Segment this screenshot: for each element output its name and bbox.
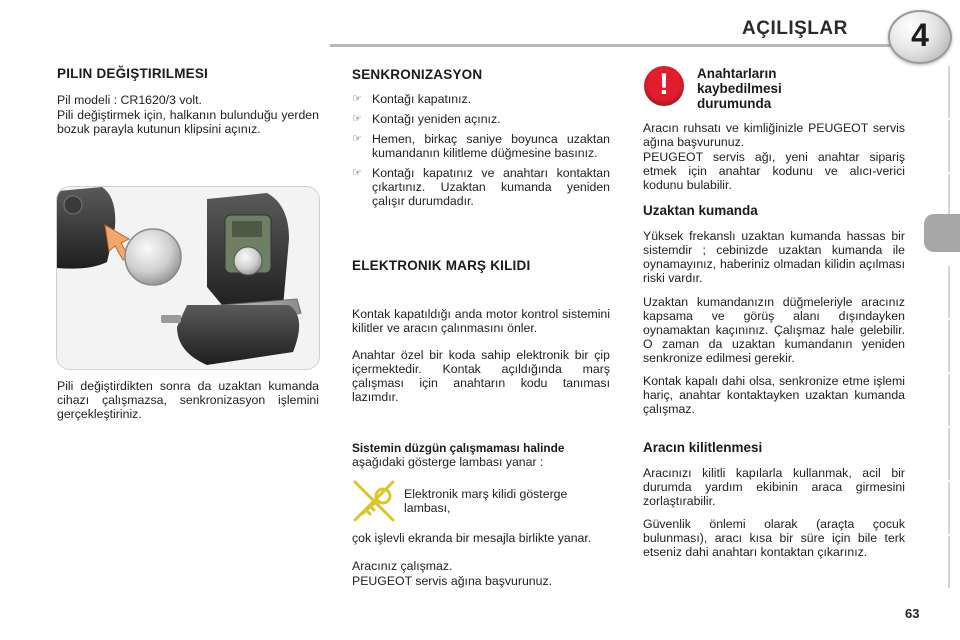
sync-heading: SENKRONIZASYON — [352, 67, 483, 82]
remote-control-heading: Uzaktan kumanda — [643, 203, 758, 218]
chapter-title: AÇILIŞLAR — [742, 18, 848, 39]
immobiliser-text-1: Kontak kapatıldığı anda motor kontrol sistemini kilitler ve aracın çalınmasını önler. — [352, 307, 610, 335]
lost-keys-heading: Anahtarların kaybedilmesi durumunda — [697, 66, 782, 111]
page-header — [0, 0, 960, 62]
chapter-tabs — [928, 66, 952, 606]
chapter-tab[interactable] — [928, 482, 950, 534]
remote-control-text-2: Uzaktan kumandanızın düğmeleriyle aracınız kapsama ve görüş alanı dışındayken oynamaktan kaçınınız. Çalışmaz hale gelebilir. O zaman da uzaktan kumandanın yeniden senkronize edilmesi gerekir. — [643, 295, 905, 365]
sync-step-text: Kontağı kapatınız ve anahtarı kontaktan çıkartınız. Uzaktan kumanda yeniden çalışır durumdadır. — [372, 166, 610, 208]
chapter-tab[interactable] — [928, 320, 950, 372]
malfunction-rest-text: aşağıdaki gösterge lambası yanar : — [352, 455, 544, 469]
remote-control-text-1: Yüksek frekanslı uzaktan kumanda hassas bir sistemdir ; cebinizde uzaktan kumanda ile oynamayınız, haberiniz olmadan kilidin açılması riski vardır. — [643, 229, 905, 285]
battery-change-text: Pili değiştirmek için, halkanın bulunduğu yerden bozuk parayla kutunun klipsini açınız. — [57, 108, 319, 136]
battery-model-text: Pil modeli : CR1620/3 volt. — [57, 93, 202, 107]
exclamation-alert-icon: ! — [644, 66, 684, 106]
chapter-tab[interactable] — [928, 66, 950, 118]
immobiliser-heading: ELEKTRONIK MARŞ KILIDI — [352, 258, 531, 273]
sync-steps-list — [352, 92, 610, 214]
page-number: 63 — [905, 606, 920, 621]
sync-step-text: Kontağı yeniden açınız. — [372, 112, 501, 126]
sync-step-text: Hemen, birkaç saniye boyunca uzaktan kumandanın kilitleme düğmesine basınız. — [372, 132, 610, 160]
battery-heading: PILIN DEĞIŞTIRILMESI — [57, 66, 209, 81]
pointing-hand-icon: ☞ — [352, 113, 362, 125]
malfunction-bold-text: Sistemin düzgün çalışmaması halinde — [352, 441, 565, 455]
vehicle-locking-text-2: Güvenlik önlemi olarak (araçta çocuk bulunması), aracı kısa bir süre için bile terk etseniz dahi anahtarı kontaktan çıkarınız. — [643, 517, 905, 559]
key-battery-illustration — [57, 187, 319, 369]
pointing-hand-icon: ☞ — [352, 93, 362, 105]
immobiliser-text-3: çok işlevli ekranda bir mesajla birlikte yanar. — [352, 531, 592, 545]
pointing-hand-icon: ☞ — [352, 133, 362, 145]
chapter-tab[interactable] — [928, 428, 950, 480]
chapter-tab[interactable] — [928, 536, 950, 588]
immobiliser-text-5: PEUGEOT servis ağına başvurunuz. — [352, 574, 553, 588]
coin-battery — [125, 229, 181, 285]
key-battery-photo — [56, 186, 320, 370]
lost-keys-text-2: PEUGEOT servis ağı, yeni anahtar sipariş etmek için anahtar kodunu ve alıcı-verici kodunu bulabilir. — [643, 150, 905, 192]
immobiliser-text-4: Aracınız çalışmaz. — [352, 559, 453, 573]
chapter-tab[interactable] — [928, 374, 950, 426]
chapter-badge — [888, 10, 952, 64]
chapter-tab[interactable] — [928, 120, 950, 172]
sync-step — [352, 132, 610, 160]
immobiliser-lamp-text: Elektronik marş kilidi gösterge lambası, — [404, 487, 568, 515]
remote-control-text-3: Kontak kapalı dahi olsa, senkronize etme işlemi hariç, anahtar kontaktayken uzaktan kumanda çalışmaz. — [643, 374, 905, 416]
immobiliser-lamp-icon — [350, 476, 398, 524]
chapter-tab-active[interactable] — [924, 214, 960, 252]
immobiliser-text-2: Anahtar özel bir koda sahip elektronik bir çip içermektedir. Kontak açıldığında marş çalışması için anahtarın kodu tanıması lazımdır. — [352, 348, 610, 404]
header-rule — [330, 44, 890, 47]
resync-advice-text: Pili değiştirdikten sonra da uzaktan kumanda cihazı çalışmazsa, senkronizasyon işlemini gerçekleştiriniz. — [57, 379, 319, 421]
pointing-hand-icon: ☞ — [352, 167, 362, 179]
chapter-number: 4 — [911, 17, 929, 53]
lost-keys-text-1: Aracın ruhsatı ve kimliğinizle PEUGEOT servis ağına başvurunuz. — [643, 121, 905, 149]
sync-step — [352, 112, 610, 126]
vehicle-locking-heading: Aracın kilitlenmesi — [643, 440, 763, 455]
vehicle-locking-text-1: Aracınızı kilitli kapılarla kullanmak, acil bir durumda yardım ekibinin araca girmesini zorlaştırabilir. — [643, 466, 905, 508]
chapter-tab[interactable] — [928, 266, 950, 318]
sync-step-text: Kontağı kapatınız. — [372, 92, 472, 106]
sync-step — [352, 92, 610, 106]
sync-step — [352, 166, 610, 208]
